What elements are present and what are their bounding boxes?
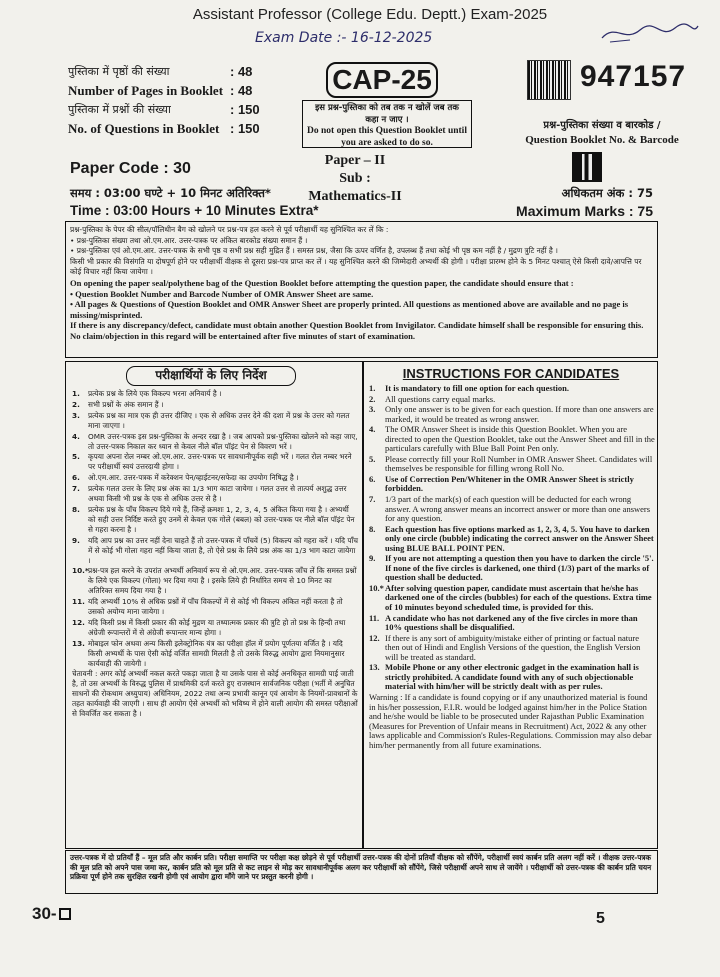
booklet-label bbox=[487, 118, 717, 148]
instruction-en-item-text: All questions carry equal marks. bbox=[385, 393, 496, 404]
pages-value-hi: : 48 bbox=[230, 64, 253, 79]
booklet-label-en: Question Booklet No. & Barcode bbox=[525, 134, 679, 146]
intro-en-3: • All pages & Questions of Question Booklet and OMR Answer Sheet are properly printed. All questions as mentioned above are available and no page is missing/misprinted. bbox=[70, 299, 629, 320]
instruction-hi-item-number: 1. bbox=[72, 389, 80, 398]
paper-code: Paper Code : 30 bbox=[70, 160, 191, 177]
instruction-en-item bbox=[369, 525, 655, 554]
instruction-en-item bbox=[369, 475, 655, 494]
instruction-hi-item bbox=[72, 536, 358, 566]
instruction-en-item bbox=[369, 584, 655, 613]
instruction-en-item-number: 1. bbox=[369, 383, 376, 393]
instruction-hi-item-text: सभी प्रश्नों के अंक समान हैं । bbox=[88, 399, 164, 409]
instruction-hi-item bbox=[72, 484, 358, 504]
intro-hi-4: किसी भी प्रकार की विसंगति या दोषपूर्ण होने पर परीक्षार्थी वीक्षक से दूसरा प्रश्न-पत्र प्राप्त कर लें । यह सुनिश्चित करने की जिम्मेदारी अभ्यर्थी की होगी । परीक्षा प्रारम्भ होने के 5 मिनट पश्चात् ऐसे किसी दावे/आपत्ति पर कोई विचार नहीं किया जायेगा । bbox=[70, 256, 642, 277]
instruction-en-item-text: 1/3 part of the mark(s) of each question will be deducted for each wrong answer. A wrong answer means an incorrect answer or more than one answers for any question. bbox=[385, 494, 651, 524]
instruction-en-item bbox=[369, 614, 655, 633]
instruction-hi-item-number: 3. bbox=[72, 410, 80, 420]
max-marks-en: Maximum Marks : 75 bbox=[516, 203, 653, 219]
instruction-hi-item-text: प्रश्न-पत्र हल करने के उपरांत अभ्यर्थी अनिवार्य रूप से ओ.एम.आर. उत्तर-पत्रक जाँच लें कि समस्त प्रश्नों के लिये एक विकल्प (गोला) भर दिया गया है । इसके लिये ही निर्धारित समय से 10 मिनट का अतिरिक्त समय दिया गया है । bbox=[88, 566, 357, 596]
instruction-en-item-text: It is mandatory to fill one option for each question. bbox=[385, 383, 570, 393]
time-hi: समय : 03:00 घण्टे + 10 मिनट अतिरिक्त* bbox=[70, 186, 271, 200]
instruction-en-item bbox=[369, 495, 655, 524]
instruction-en-item bbox=[369, 455, 655, 474]
carbon-copy-note: उत्तर-पत्रक में दो प्रतियाँ हैं – मूल प्रति और कार्बन प्रति। परीक्षा समाप्ति पर परीक्षा कक्ष छोड़ने से पूर्व परीक्षार्थी उत्तर-पत्रक की दोनों प्रतियाँ वीक्षक को सौंपेंगे, परीक्षार्थी स्वयं कार्बन प्रति अलग नहीं करें । वीक्षक उत्तर-पत्रक की मूल प्रति को अपने पास जमा कर, कार्बन प्रति को मूल प्रति से कट लाइन से मोड़ कर सावधानीपूर्वक अलग कर परीक्षार्थी को सौंपेंगे, जिसे परीक्षार्थी अपने साथ ले जायेंगे । परीक्षार्थी को उत्तर-पत्रक की कार्बन प्रति चयन प्रक्रिया पूर्ण होने तक सुरक्षित रखनी होगी एवं आयोग द्वारा माँगे जाने पर प्रस्तुत करनी होगी । bbox=[65, 850, 658, 894]
instruction-en-item-text: Warning : If a candidate is found copying or if any unauthorized material is found in his/her possession, F.I.R. would be lodged against him/her in the Police Station and he/she would be liable to be prosecuted under Rajasthan Public Examination (Measures for Prevention of Unfair means in Recruitment) Act, 2022 & any other laws applicable and Commission's Rules-Regulations. Commission may also debar him/her permanently from all future examinations. bbox=[369, 691, 652, 750]
intro-en-2: • Question Booklet Number and Barcode Number of OMR Answer Sheet are same. bbox=[70, 288, 374, 299]
instruction-hi-item-number: 12. bbox=[72, 617, 85, 627]
instructions-heading-en: INSTRUCTIONS FOR CANDIDATES bbox=[402, 366, 620, 381]
instruction-hi-item-text: प्रत्येक प्रश्न का मात्र एक ही उत्तर दीजिए । एक से अधिक उत्तर देने की दशा में प्रश्न के उत्तर को गलत माना जाएगा । bbox=[88, 410, 350, 430]
max-marks-hi: अधिकतम अंक : 75 bbox=[561, 186, 653, 200]
instruction-hi-item-number: 11. bbox=[72, 597, 85, 607]
instruction-hi-item-text: यदि किसी प्रश्न में किसी प्रकार की कोई मुद्रण या तथ्यात्मक प्रकार की त्रुटि हो तो प्रश्न के हिन्दी तथा अंग्रेजी रूपान्तरों में से अंग्रेजी रूपान्तर मान्य होगा । bbox=[88, 617, 346, 637]
instruction-hi-item-number: 4. bbox=[72, 431, 80, 441]
instruction-hi-item-text: यदि आप प्रश्न का उत्तर नहीं देना चाहते हैं तो उत्तर-पत्रक में पाँचवें (5) विकल्प को गहरा करें । यदि पाँच में से कोई भी गोला गहरा नहीं किया जाता है, तो ऐसे प्रश्न के लिये प्रश्न अंक का 1/3 भाग काटा जायेगा । bbox=[88, 535, 358, 565]
instruction-en-item-number: 6. bbox=[369, 473, 376, 484]
instruction-en-item-number: 3. bbox=[369, 404, 376, 415]
instruction-hi-item bbox=[72, 639, 358, 669]
pages-label-hi: पुस्तिका में पृष्ठों की संख्या bbox=[68, 65, 170, 78]
page-code-text: 30- bbox=[32, 904, 57, 923]
instruction-en-item-number: 8. bbox=[369, 523, 376, 534]
instruction-hi-item bbox=[72, 389, 358, 399]
instruction-en-item-number: 4. bbox=[369, 424, 376, 435]
instruction-en-item bbox=[369, 425, 655, 454]
paper-title bbox=[300, 152, 410, 206]
instruction-en-item-number: 12. bbox=[369, 632, 380, 643]
questions-value-hi: : 150 bbox=[230, 102, 260, 117]
instruction-hi-item-text: OMR उत्तर-पत्रक इस प्रश्न-पुस्तिका के अन्दर रखा है । जब आपको प्रश्न-पुस्तिका खोलने को कहा जाए, तो उत्तर-पत्रक निकाल कर ध्यान से केवल नीले बॉल पॉइंट पेन से विवरण भरें । bbox=[88, 431, 358, 451]
instruction-hi-item bbox=[72, 411, 358, 431]
instruction-en-item-number: 10.* bbox=[369, 582, 384, 593]
intro-en-4: If there is any discrepancy/defect, candidate must obtain another Question Booklet from Invigilator. Candidate himself shall be responsible for ensuring this. No claim/objection in this regard will be entertained after five minutes of start of examination. bbox=[70, 320, 644, 341]
instruction-hi-item bbox=[72, 505, 358, 535]
instruction-en-item bbox=[369, 634, 655, 663]
instruction-hi-item bbox=[72, 432, 358, 452]
intro-hi-3: • प्रश्न-पुस्तिका एवं ओ.एम.आर. उत्तर-पत्रक के सभी पृष्ठ व सभी प्रश्न सही मुद्रित हैं । समस्त प्रश्न, जैसा कि ऊपर वर्णित है, उपलब्ध हैं तथा कोई भी पृष्ठ कम नहीं है / मुद्रण त्रुटि नहीं है । bbox=[70, 246, 558, 256]
instruction-hi-item bbox=[72, 473, 358, 483]
instruction-hi-item-text: प्रत्येक प्रश्न के पाँच विकल्प दिये गये हैं, जिन्हें क्रमशः 1, 2, 3, 4, 5 अंकित किया गया है । अभ्यर्थी को सही उत्तर निर्दिष्ट करते हुए उनमें से केवल एक गोले (बबल) को उत्तर-पत्रक पर नीले बॉल पॉइंट पेन से गहरा करना है । bbox=[88, 504, 355, 534]
booklet-number: 947157 bbox=[580, 60, 687, 93]
instruction-hi-item bbox=[72, 400, 358, 410]
questions-value-en: : 150 bbox=[230, 121, 260, 136]
intro-instructions-box bbox=[65, 221, 658, 358]
instruction-en-item-text: Please correctly fill your Roll Number in OMR Answer Sheet. Candidates will themselves be responsible for filling wrong Roll No. bbox=[385, 453, 653, 474]
booklet-label-hi: प्रश्न-पुस्तिका संख्या व बारकोड / bbox=[543, 120, 661, 131]
instruction-en-item-text: Mobile Phone or any other electronic gadget in the examination hall is strictly prohibited. A candidate found with any of such objectionable material with him/her will be strictly dealt with as per rules. bbox=[385, 662, 639, 692]
cap-code-badge: CAP-25 bbox=[326, 62, 438, 98]
exam-title: Assistant Professor (College Edu. Deptt.) Exam-2025 bbox=[192, 6, 548, 23]
instruction-en-item bbox=[369, 693, 655, 750]
instruction-hi-item bbox=[72, 618, 358, 638]
instruction-en-item-number: 7. bbox=[369, 494, 376, 505]
page-code bbox=[32, 904, 71, 924]
page-number: 5 bbox=[596, 910, 605, 927]
instruction-hi-item-text: प्रत्येक प्रश्न के लिये एक विकल्प भरना अनिवार्य है । bbox=[88, 389, 222, 398]
instruction-hi-item-number: 6. bbox=[72, 473, 80, 483]
signature-scribble-icon bbox=[600, 18, 700, 46]
instruction-en-item-number: 2. bbox=[369, 393, 376, 404]
instruction-hi-item-number: 5. bbox=[72, 452, 80, 462]
qr-code-icon bbox=[572, 152, 602, 182]
instruction-en-item-text: After solving question paper, candidate must ascertain that he/she has darkened one of the circles (bubbles) for each of the questions. Extra time of 10 minutes beyond scheduled time, is provided for this. bbox=[385, 582, 652, 613]
pages-label-en: Number of Pages in Booklet bbox=[68, 83, 224, 98]
intro-en-1: On opening the paper seal/polythene bag of the Question Booklet before attempting the question paper, the candidate should ensure that : bbox=[70, 277, 574, 288]
questions-label-hi: पुस्तिका में प्रश्नों की संख्या bbox=[68, 103, 171, 116]
instruction-en-item-text: The OMR Answer Sheet is inside this Question Booklet. When you are directed to open the Question Booklet, take out the Answer Sheet and fill in the particulars carefully with Blue Ball Point Pen only. bbox=[385, 424, 655, 454]
instruction-en-item-text: A candidate who has not darkened any of the five circles in more than 10% questions shall be disqualified. bbox=[385, 612, 638, 633]
instructions-list-hi bbox=[72, 389, 358, 720]
instruction-en-item bbox=[369, 554, 655, 583]
instructions-heading-hi: परीक्षार्थियों के लिए निर्देश bbox=[126, 366, 296, 386]
instruction-hi-item-text: कृपया अपना रोल नम्बर ओ.एम.आर. उत्तर-पत्रक पर सावधानीपूर्वक सही भरें । गलत रोल नम्बर भरने पर परीक्षार्थी स्वयं उत्तरदायी होगा । bbox=[88, 452, 352, 472]
instruction-hi-item bbox=[72, 597, 358, 617]
instruction-hi-item bbox=[72, 669, 358, 719]
instruction-en-item-number: 9. bbox=[369, 553, 376, 564]
time-en: Time : 03:00 Hours + 10 Minutes Extra* bbox=[70, 203, 319, 218]
column-divider bbox=[362, 362, 364, 848]
instruction-hi-item-number: 7. bbox=[72, 484, 80, 494]
square-icon bbox=[59, 908, 71, 920]
instruction-en-item bbox=[369, 405, 655, 424]
instruction-hi-item-text: चेतावनी : अगर कोई अभ्यर्थी नकल करते पकड़ा जाता है या उसके पास से कोई अनधिकृत सामग्री पाई जाती है, तो उस अभ्यर्थी के विरुद्ध पुलिस में प्राथमिकी दर्ज करते हुए राजस्थान सार्वजनिक परीक्षा (भर्ती में अनुचित साधनों की रोकथाम अध्युपाय) अधिनियम, 2022 तथा अन्य प्रभावी कानून एवं आयोग के नियमों-प्रावधानों के तहत कार्यवाही की जाएगी । साथ ही आयोग ऐसे अभ्यर्थी को भविष्य में होने वाली आयोग की समस्त परीक्षाओं से विवर्जित कर सकता है । bbox=[72, 669, 358, 719]
instruction-hi-item-number: 8. bbox=[72, 504, 80, 514]
instruction-en-item-number: 5. bbox=[369, 453, 376, 464]
instruction-hi-item bbox=[72, 566, 358, 596]
instruction-hi-item-number: 2. bbox=[72, 399, 80, 409]
instruction-en-item-number: 13. bbox=[369, 662, 380, 673]
barcode-icon bbox=[527, 60, 571, 100]
instruction-en-item-text: Each question has five options marked as 1, 2, 3, 4, 5. You have to darken only one circle (bubble) indicating the correct answer on the Answer Sheet using BLUE BALL POINT PEN. bbox=[385, 523, 654, 553]
questions-label-en: No. of Questions in Booklet bbox=[68, 121, 220, 136]
pages-value-en: : 48 bbox=[230, 83, 253, 98]
instruction-en-item-number: 11. bbox=[369, 612, 380, 623]
instruction-hi-item-text: मोबाइल फोन अथवा अन्य किसी इलेक्ट्रोनिक यंत्र का परीक्षा हॉल में प्रयोग पूर्णतया वर्जित है । यदि किसी अभ्यर्थी के पास ऐसी कोई वर्जित सामग्री मिलती है तो उसके विरुद्ध आयोग द्वारा नियमानुसार कार्यवाही की जायेगी । bbox=[88, 638, 345, 668]
instruction-hi-item bbox=[72, 452, 358, 472]
instructions-list-en bbox=[369, 384, 655, 751]
instruction-hi-item-text: प्रत्येक गलत उत्तर के लिए प्रश्न अंक का 1/3 भाग काटा जायेगा । गलत उत्तर से तात्पर्य अशुद्ध उत्तर अथवा किसी भी प्रश्न के एक से अधिक उत्तर से है । bbox=[88, 484, 347, 504]
intro-hi-1: प्रश्न-पुस्तिका के पेपर की सील/पॉलिथीन बैग को खोलने पर प्रश्न-पत्र हल करने से पूर्व परीक्षार्थी यह सुनिश्चित कर लें कि : bbox=[70, 225, 389, 234]
instruction-en-item-text: Only one answer is to be given for each question. If more than one answers are marked, it would be treated as wrong answer. bbox=[385, 404, 654, 424]
instruction-hi-item-text: ओ.एम.आर. उत्तर-पत्रक में करेक्शन पेन/व्हाईटनर/सफेदा का उपयोग निषिद्ध है । bbox=[88, 473, 299, 483]
exam-date-handwritten: Exam Date :- 16-12-2025 bbox=[255, 30, 433, 46]
instruction-en-item bbox=[369, 395, 655, 405]
instruction-en-item-text: If you are not attempting a question then you have to darken the circle '5'. If none of the five circles is darkened, one third (1/3) part of the marks of question shall be deducted. bbox=[385, 553, 654, 583]
do-not-open-notice bbox=[302, 100, 472, 148]
instruction-en-item-text: Use of Correction Pen/Whitener in the OMR Answer Sheet is strictly forbidden. bbox=[385, 473, 634, 494]
intro-hi-2: • प्रश्न-पुस्तिका संख्या तथा ओ.एम.आर. उत्तर-पत्रक पर अंकित बारकोड संख्या समान हैं । bbox=[70, 235, 308, 245]
notice-en: Do not open this Question Booklet until you are asked to do so. bbox=[307, 126, 467, 148]
instruction-en-item bbox=[369, 663, 655, 692]
paper-number: Paper – II bbox=[324, 153, 386, 168]
instructions-columns bbox=[65, 361, 658, 849]
instruction-hi-item-number: 10.* bbox=[72, 566, 89, 576]
instruction-hi-item-text: यदि अभ्यर्थी 10% से अधिक प्रश्नों में पाँच विकल्पों में से कोई भी विकल्प अंकित नहीं करता है तो उसको अयोग्य माना जायेगा । bbox=[88, 597, 343, 617]
instruction-en-item bbox=[369, 384, 655, 394]
paper-subject: Sub : Mathematics-II bbox=[308, 171, 402, 204]
instruction-hi-item-number: 13. bbox=[72, 638, 85, 648]
notice-hi: इस प्रश्न-पुस्तिका को तब तक न खोलें जब तक कहा न जाए । bbox=[315, 103, 459, 125]
instruction-hi-item-number: 9. bbox=[72, 535, 80, 545]
instruction-en-item-text: If there is any sort of ambiguity/mistake either of printing or factual nature then out of Hindi and English Versions of the question, the English Version will be treated as standard. bbox=[385, 632, 641, 662]
booklet-meta bbox=[68, 62, 290, 138]
